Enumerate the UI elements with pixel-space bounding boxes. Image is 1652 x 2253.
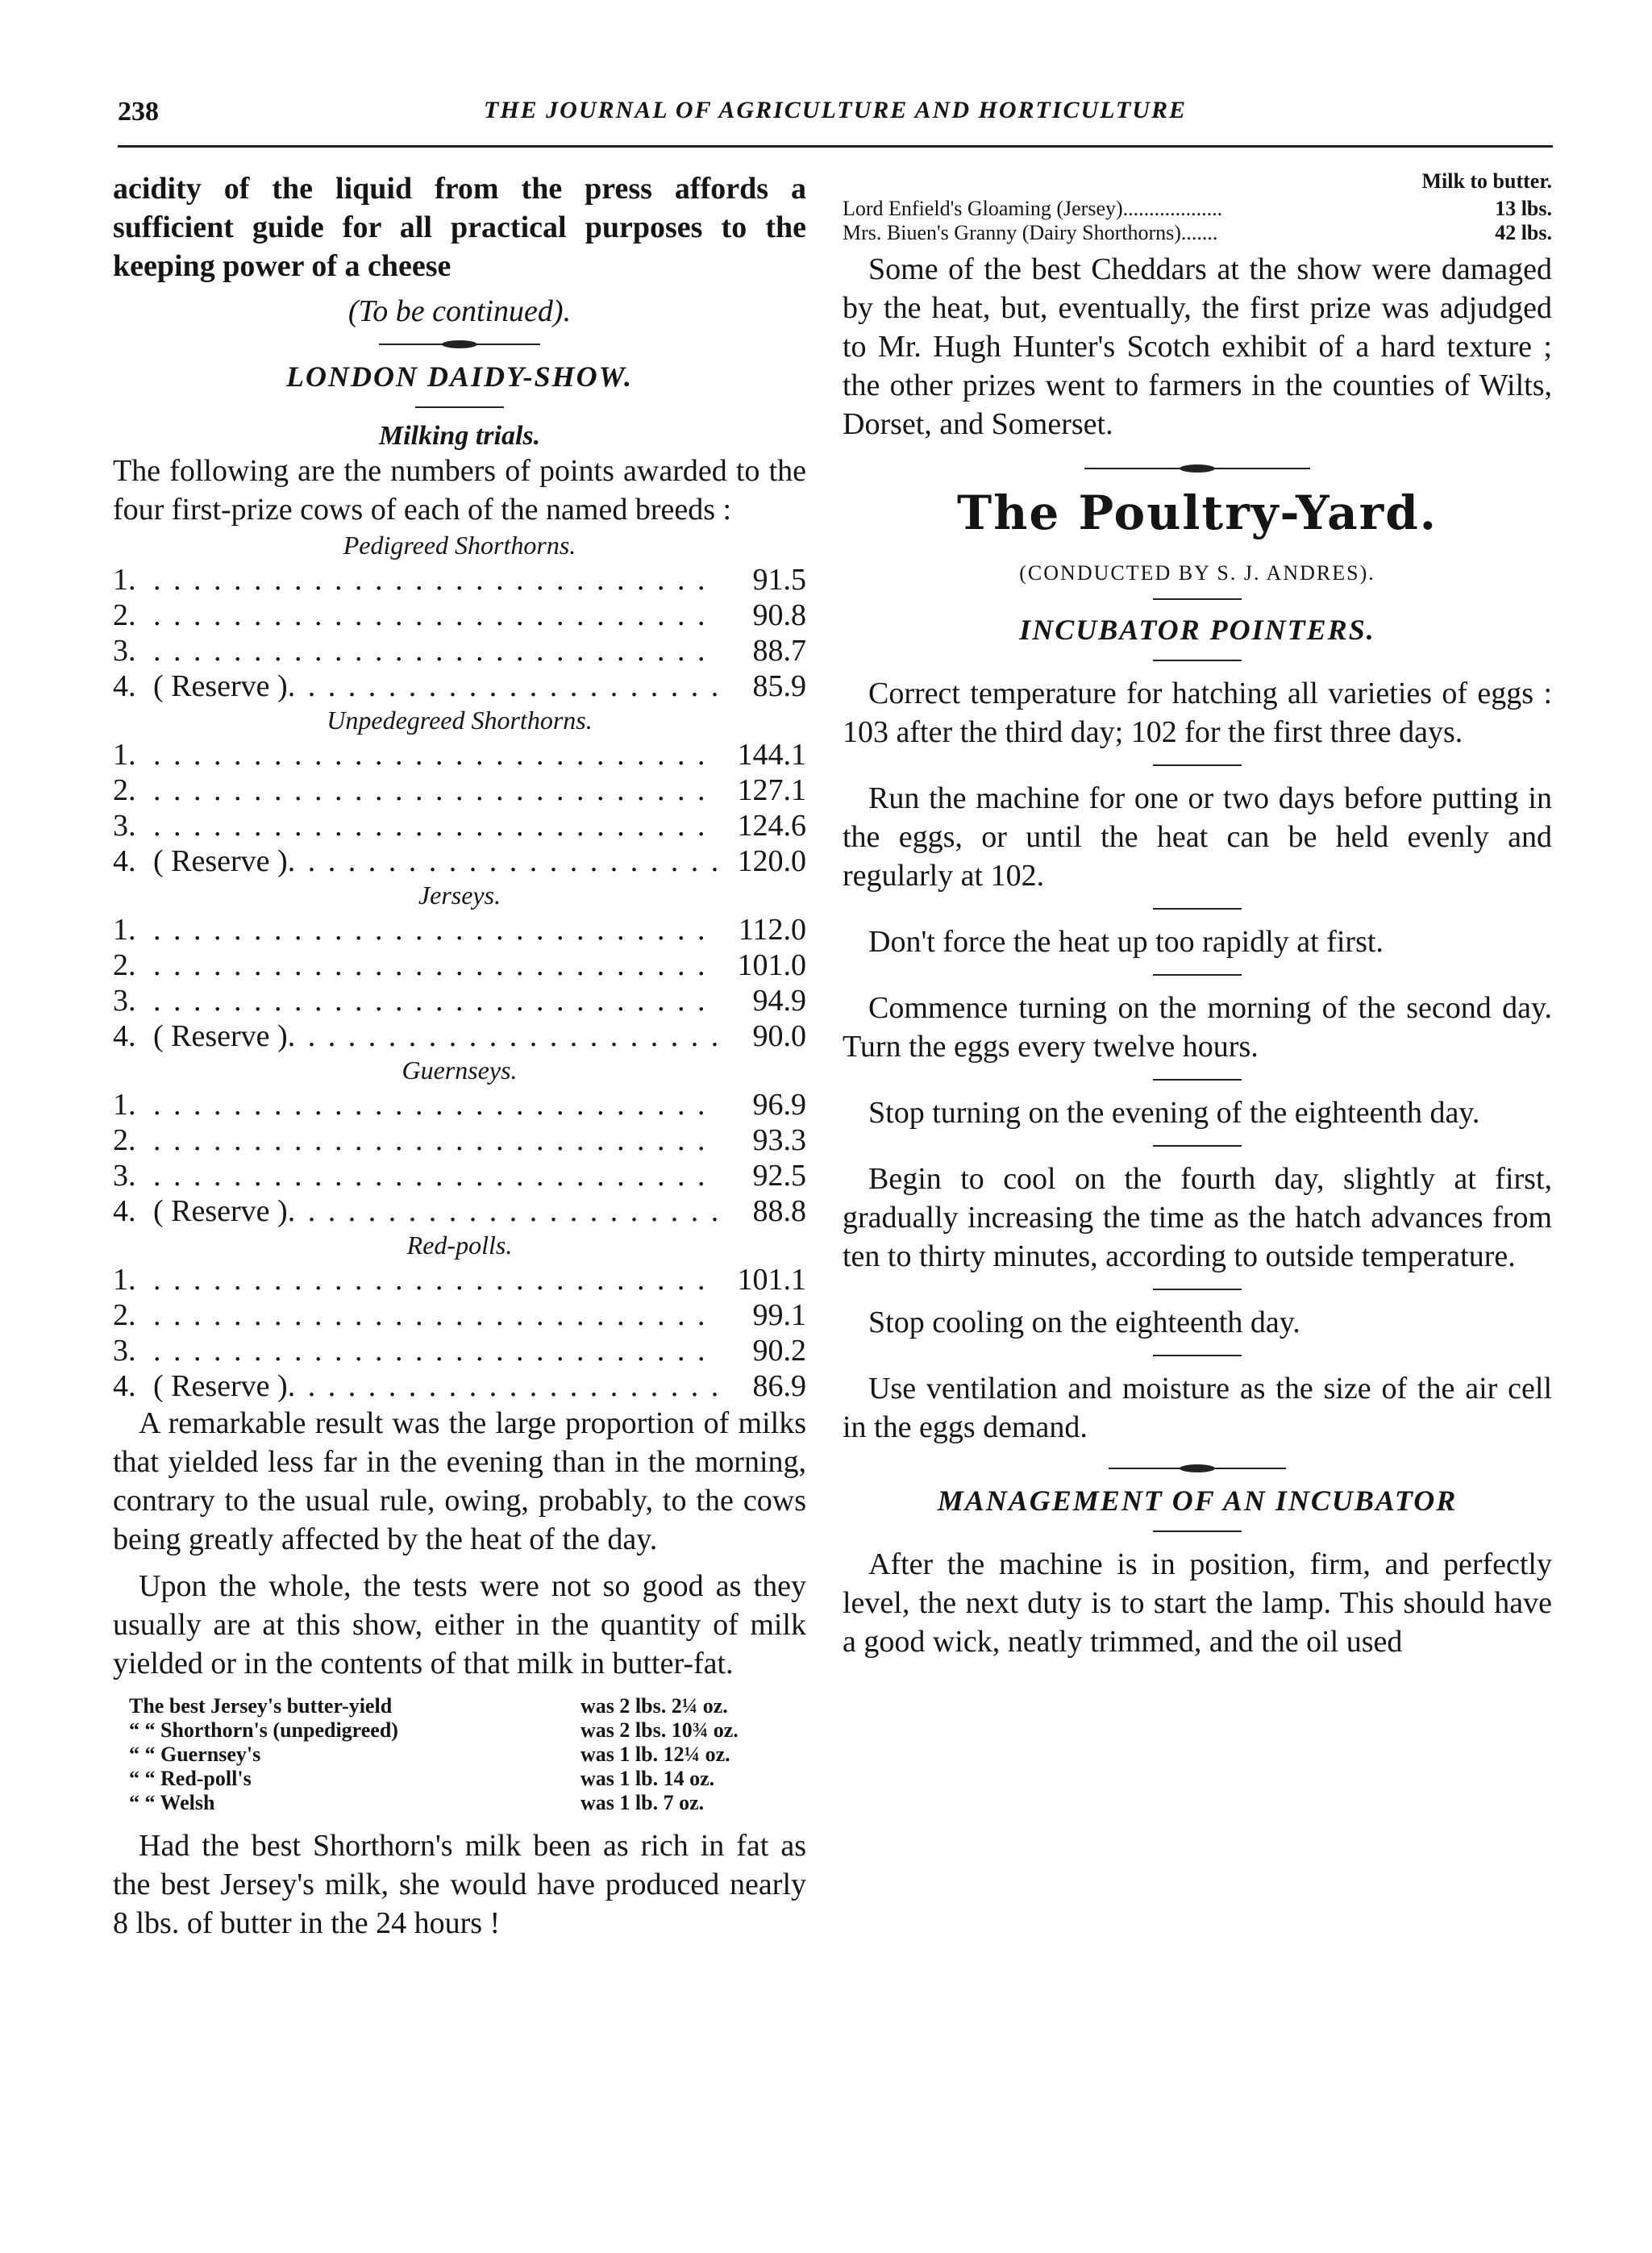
score-row [113, 1368, 806, 1404]
score-row [113, 562, 806, 598]
score-rank: 3. [113, 634, 136, 668]
incubator-tips [843, 674, 1552, 1447]
score-rank: 2. [113, 948, 136, 982]
cheddars-paragraph: Some of the best Cheddars at the show were damaged by the heat, but, eventually, the first prize was adjudged to Mr. Hugh Hunter's Scotch exhibit of a hard texture ; the other prizes went to farmers in the counties of Wilts, Dorset, and Somerset. [843, 252, 1552, 441]
score-rank: 4. [113, 1019, 136, 1053]
remarkable-paragraph: A remarkable result was the large proportion of milks that yielded less far in the evening than in the morning, contrary to the usual rule, owing, probably, to the cows being greatly affected by the heat of the day. [113, 1406, 806, 1556]
butter-yield-who: “ “ Red-poll's [129, 1767, 252, 1790]
management-paragraph: After the machine is in position, firm, and perfectly level, the next duty is to start the lamp. This should have a good wick, neatly trimmed, and the oil used [843, 1547, 1552, 1659]
butter-yield-row [129, 1767, 806, 1791]
score-rank: 4. [113, 1369, 136, 1403]
score-list [113, 562, 806, 704]
upon-paragraph: Upon the whole, the tests were not so good as they usually are at this show, either in the quantity of milk yielded or in the contents of that milk in butter-fat. [113, 1569, 806, 1680]
butter-yield-who: “ “ Shorthorn's (unpedigreed) [129, 1718, 398, 1742]
butter-yield-who: “ “ Guernsey's [129, 1743, 261, 1766]
score-rank: 1. [113, 1088, 136, 1122]
short-rule [1153, 598, 1242, 600]
score-rank: 2. [113, 773, 136, 807]
milk-to-butter-who: Lord Enfield's Gloaming (Jersey)................... [843, 197, 1223, 220]
incubator-tip: Commence turning on the morning of the second day. Turn the eggs every twelve hours. [843, 991, 1552, 1064]
score-points: 99.1 [752, 1298, 806, 1332]
incubator-tip: Use ventilation and moisture as the size of the air cell in the eggs demand. [843, 1372, 1552, 1444]
incubator-tip: Don't force the heat up too rapidly at first. [868, 925, 1384, 959]
score-row [113, 773, 806, 808]
leader-dots [153, 1087, 718, 1122]
butter-yield-row [129, 1694, 806, 1718]
score-rank: 4. [113, 844, 136, 878]
milk-to-butter-row [843, 221, 1552, 245]
score-label: ( Reserve ) [153, 669, 288, 703]
intro-paragraph: acidity of the liquid from the press affords a sufficient guide for all practical purposes to the keeping power of a cheese [113, 172, 806, 283]
score-list [113, 1262, 806, 1404]
score-points: 144.1 [737, 738, 806, 772]
leader-dots [153, 1262, 718, 1297]
butter-yield-row [129, 1743, 806, 1767]
short-rule [1153, 1289, 1242, 1290]
score-rank: 1. [113, 913, 136, 947]
score-list [113, 912, 806, 1054]
incubator-tip: Begin to cool on the fourth day, slightly at first, gradually increasing the time as the hatch advances from ten to thirty minutes, according to outside temperature. [843, 1162, 1552, 1273]
to-be-continued: (To be continued). [347, 294, 572, 328]
short-rule [1153, 1530, 1242, 1532]
score-points: 101.0 [737, 948, 806, 982]
short-rule [1153, 908, 1242, 910]
score-label: ( Reserve ) [153, 1019, 288, 1053]
score-rank: 3. [113, 809, 136, 843]
milk-to-butter-amount: 13 lbs. [1495, 197, 1552, 220]
score-rank: 1. [113, 1263, 136, 1297]
leader-dots [153, 808, 718, 843]
score-row [113, 633, 806, 668]
score-row [113, 912, 806, 947]
score-row [113, 598, 806, 633]
butter-yield-amount: was 2 lbs. 2¼ oz. [580, 1694, 728, 1718]
page-number: 238 [118, 97, 159, 127]
milk-to-butter-table [843, 197, 1552, 245]
short-rule [1153, 764, 1242, 766]
score-row [113, 983, 806, 1018]
leader-dots [288, 1193, 718, 1229]
incubator-tip: Stop cooling on the eighteenth day. [868, 1306, 1300, 1339]
score-label: ( Reserve ) [153, 1369, 288, 1403]
had-paragraph: Had the best Shorthorn's milk been as rich in fat as the best Jersey's milk, she would have produced nearly 8 lbs. of butter in the 24 hours ! [113, 1829, 806, 1940]
conducted-by: (CONDUCTED BY S. J. ANDRES). [1019, 561, 1375, 585]
score-list [113, 737, 806, 879]
leader-dots [153, 737, 718, 773]
score-points: 112.0 [738, 913, 806, 947]
leader-dots [153, 1158, 718, 1193]
score-row [113, 947, 806, 983]
butter-yield-amount: was 1 lb. 12¼ oz. [580, 1743, 730, 1766]
leader-dots [153, 598, 718, 633]
score-rank: 4. [113, 1194, 136, 1228]
score-row [113, 1297, 806, 1333]
ornament-divider [379, 344, 540, 345]
leader-dots [288, 668, 718, 704]
incubator-tip: Correct temperature for hatching all varieties of eggs : 103 after the third day; 102 for the first three days. [843, 677, 1552, 749]
breed-name: Red-polls. [406, 1231, 513, 1260]
butter-yield-who: The best Jersey's butter-yield [129, 1694, 393, 1718]
leader-dots [288, 1368, 718, 1404]
ornament-divider [1084, 468, 1310, 469]
score-rank: 3. [113, 984, 136, 1018]
butter-yield-amount: was 1 lb. 14 oz. [580, 1767, 715, 1790]
short-rule [1153, 974, 1242, 976]
butter-yield-amount: was 1 lb. 7 oz. [580, 1791, 705, 1814]
management-title: MANAGEMENT OF AN INCUBATOR [937, 1485, 1458, 1517]
leader-dots [288, 1018, 718, 1054]
score-row [113, 1018, 806, 1054]
leader-dots [153, 912, 718, 947]
score-points: 88.8 [752, 1194, 806, 1228]
milk-to-butter-row [843, 197, 1552, 221]
score-row [113, 1193, 806, 1229]
leader-dots [153, 562, 718, 598]
section-title: LONDON DAIDY-SHOW. [285, 360, 634, 393]
score-label: ( Reserve ) [153, 1194, 288, 1228]
incubator-pointers-title: INCUBATOR POINTERS. [1019, 614, 1375, 646]
butter-yield-amount: was 2 lbs. 10¾ oz. [580, 1718, 739, 1742]
score-points: 90.2 [752, 1334, 806, 1368]
breed-name: Pedigreed Shorthorns. [343, 531, 576, 560]
breed-name: Unpedegreed Shorthorns. [327, 706, 593, 735]
leader-dots [153, 1333, 718, 1368]
score-row [113, 1122, 806, 1158]
poultry-yard-title: The Poultry-Yard. [957, 485, 1438, 540]
score-row [113, 1158, 806, 1193]
score-row [113, 1087, 806, 1122]
score-row [113, 1262, 806, 1297]
milk-to-butter-label: Milk to butter. [1421, 169, 1552, 193]
butter-yield-who: “ “ Welsh [129, 1791, 215, 1814]
score-points: 124.6 [737, 809, 806, 843]
score-rank: 1. [113, 563, 136, 597]
score-rank: 4. [113, 669, 136, 703]
leader-dots [153, 773, 718, 808]
leader-dots [288, 843, 718, 879]
short-rule [1153, 1145, 1242, 1147]
score-points: 96.9 [752, 1088, 806, 1122]
leader-dots [153, 1122, 718, 1158]
short-rule [1153, 660, 1242, 661]
score-row [113, 843, 806, 879]
score-points: 93.3 [752, 1123, 806, 1157]
score-points: 90.8 [752, 598, 806, 632]
score-rank: 2. [113, 598, 136, 632]
butter-yield-row [129, 1718, 806, 1743]
score-rank: 3. [113, 1159, 136, 1193]
milk-to-butter-amount: 42 lbs. [1495, 221, 1552, 244]
butter-yield-row [129, 1791, 806, 1815]
breed-name: Jerseys. [418, 881, 501, 910]
score-points: 101.1 [737, 1263, 806, 1297]
short-rule [415, 406, 504, 408]
breed-scores [113, 531, 806, 1404]
incubator-tip: Stop turning on the evening of the eighteenth day. [868, 1096, 1480, 1130]
short-rule [1153, 1355, 1242, 1356]
lead-paragraph: The following are the numbers of points awarded to the four first-prize cows of each of the named breeds : [113, 454, 806, 527]
journal-title: THE JOURNAL OF AGRICULTURE AND HORTICULTURE [484, 97, 1187, 123]
score-rank: 3. [113, 1334, 136, 1368]
header-rule [118, 145, 1553, 148]
running-head [118, 94, 1553, 142]
leader-dots [153, 983, 718, 1018]
milk-to-butter-who: Mrs. Biuen's Granny (Dairy Shorthorns)....... [843, 221, 1218, 244]
breed-name: Guernseys. [402, 1056, 518, 1085]
score-rank: 2. [113, 1298, 136, 1332]
score-points: 92.5 [752, 1159, 806, 1193]
score-rank: 2. [113, 1123, 136, 1157]
score-points: 127.1 [737, 773, 806, 807]
score-points: 86.9 [752, 1369, 806, 1403]
score-row [113, 1333, 806, 1368]
incubator-tip: Run the machine for one or two days before putting in the eggs, or until the heat can be held evenly and regularly at 102. [843, 781, 1552, 893]
left-column [113, 169, 806, 1943]
score-row [113, 737, 806, 773]
score-points: 94.9 [752, 984, 806, 1018]
score-points: 91.5 [752, 563, 806, 597]
score-points: 85.9 [752, 669, 806, 703]
score-list [113, 1087, 806, 1229]
score-label: ( Reserve ) [153, 844, 288, 878]
score-points: 90.0 [752, 1019, 806, 1053]
leader-dots [153, 1297, 718, 1333]
leader-dots [153, 633, 718, 668]
score-row [113, 808, 806, 843]
score-points: 88.7 [752, 634, 806, 668]
subsection-title: Milking trials. [378, 421, 541, 451]
short-rule [1153, 1079, 1242, 1081]
right-column [843, 169, 1552, 1661]
leader-dots [153, 947, 718, 983]
ornament-divider [1109, 1468, 1286, 1469]
butter-yield-table [129, 1694, 806, 1815]
score-points: 120.0 [737, 844, 806, 878]
score-rank: 1. [113, 738, 136, 772]
score-row [113, 668, 806, 704]
